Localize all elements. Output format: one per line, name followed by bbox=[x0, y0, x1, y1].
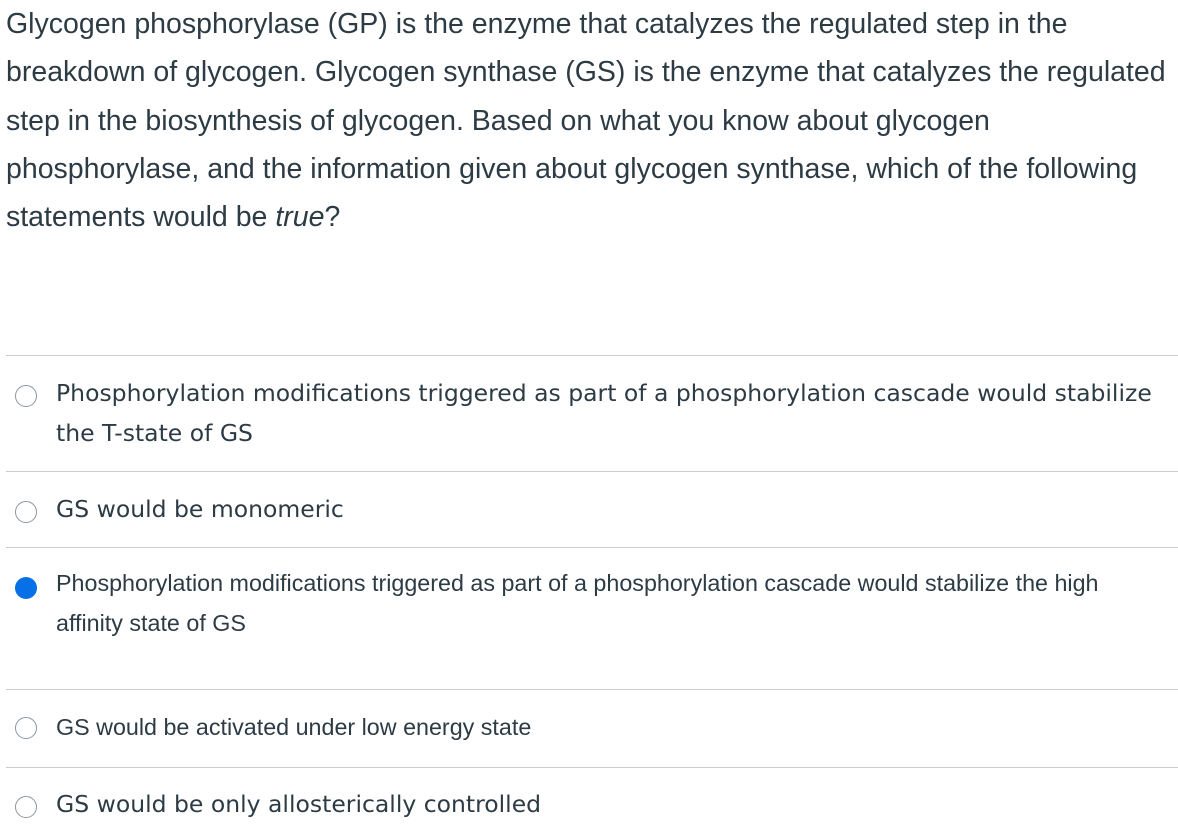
answer-label-3: Phosphorylation modifications triggered as part of a phosphorylation cascade would stabilize the high affinity state of GS bbox=[56, 570, 1099, 636]
question-text-emphasis: true bbox=[275, 201, 325, 234]
answer-option-3[interactable] bbox=[6, 548, 1178, 689]
answer-label-5: GS would be only allosterically controlled bbox=[56, 790, 542, 818]
radio-button-selected[interactable] bbox=[15, 577, 37, 599]
radio-button-unselected[interactable] bbox=[15, 796, 37, 818]
question-text bbox=[6, 0, 1174, 241]
answer-label-4: GS would be activated under low energy state bbox=[56, 714, 532, 740]
answer-label-2: GS would be monomeric bbox=[56, 495, 344, 523]
question-text-end: ? bbox=[324, 201, 341, 234]
answer-label-1: Phosphorylation modifications triggered as part of a phosphorylation cascade would stabilize the T-state of GS bbox=[56, 379, 1152, 447]
answer-option-5[interactable] bbox=[6, 768, 1178, 829]
answer-option-4[interactable] bbox=[6, 690, 1178, 767]
question-text-main: Glycogen phosphorylase (GP) is the enzyme that catalyzes the regulated step in the breakdown of glycogen. Glycogen synthase (GS) is the enzyme that catalyzes the regulated step in the biosynthesis of glycogen. Based on what you know about glycogen phosphorylase, and the information given about glycogen synthase, which of the following statements would be bbox=[6, 8, 1166, 234]
radio-button-unselected[interactable] bbox=[15, 717, 37, 739]
radio-button-unselected[interactable] bbox=[15, 385, 37, 407]
radio-button-unselected[interactable] bbox=[15, 501, 37, 523]
answer-option-2[interactable] bbox=[6, 472, 1178, 547]
answer-option-1[interactable] bbox=[6, 356, 1178, 471]
